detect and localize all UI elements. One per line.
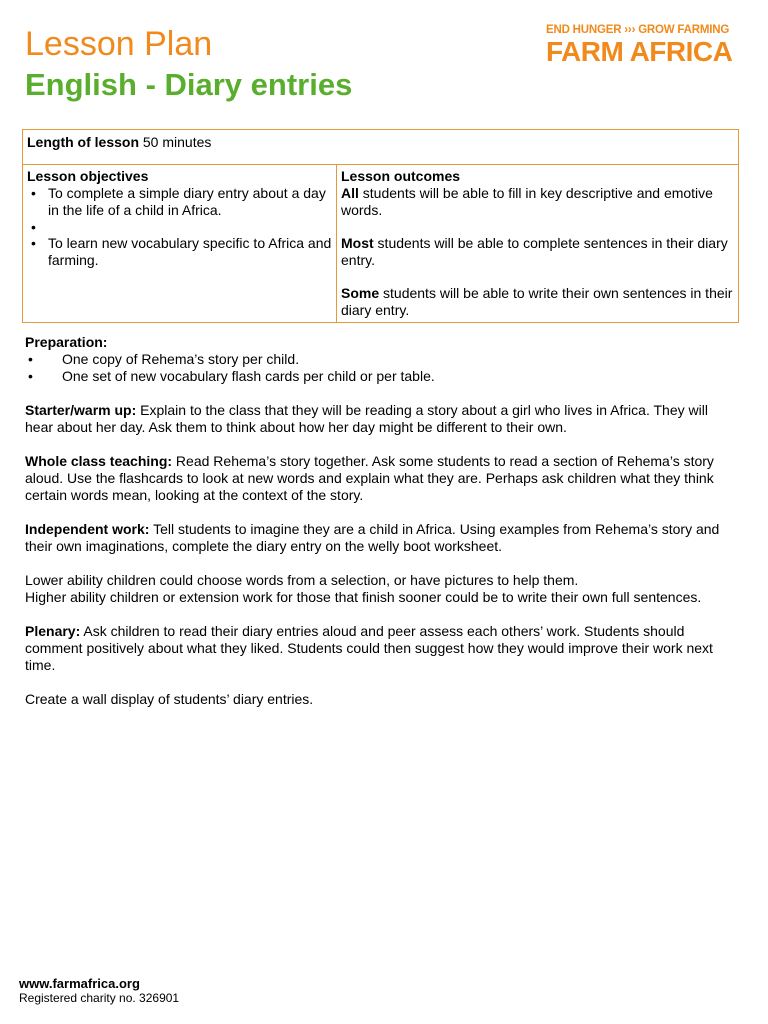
preparation-heading: Preparation: [25, 334, 108, 350]
outcome-lead: Most [341, 235, 374, 251]
footer-url[interactable]: www.farmafrica.org [19, 976, 140, 991]
whole-class-paragraph [25, 453, 725, 504]
outcomes-header: Lesson outcomes [341, 168, 461, 184]
logo-brand: FARM AFRICA [546, 36, 733, 67]
outcome-lead: Some [341, 285, 380, 301]
objective-spacer [27, 219, 332, 235]
higher-ability-text: Higher ability children or extension work for those that finish sooner could be to write their own full sentences. [25, 589, 702, 605]
whole-class-heading: Whole class teaching: [25, 453, 173, 469]
plenary-text: Ask children to read their diary entries aloud and peer assess each others’ work. Students should comment positively about what they liked. Students could then suggest how they would improve their work next time. [25, 623, 713, 673]
lower-ability-text: Lower ability children could choose words from a selection, or have pictures to help them. [25, 572, 579, 588]
objective-item: • To complete a simple diary entry about a day in the life of a child in Africa. [27, 185, 332, 219]
preparation-item: • One set of new vocabulary flash cards per child or per table. [25, 368, 725, 385]
outcome-spacer [341, 269, 734, 285]
ability-paragraph [25, 572, 725, 606]
objectives-list [27, 185, 332, 269]
starter-paragraph [25, 402, 725, 436]
preparation-list [25, 351, 725, 385]
outcome-item [341, 185, 734, 219]
lesson-content [25, 334, 725, 725]
preparation-item: • One copy of Rehema’s story per child. [25, 351, 725, 368]
plenary-heading: Plenary: [25, 623, 81, 639]
page-title: Lesson Plan [25, 25, 213, 63]
outcome-text: students will be able to write their own sentences in their diary entry. [341, 285, 733, 318]
objectives-header: Lesson objectives [27, 168, 149, 184]
whole-class-text: Read Rehema’s story together. Ask some students to read a section of Rehema’s story aloud. Use the flashcards to look at new words and explain what they are. Perhaps ask children what they think certain words mean, looking at the context of the story. [25, 453, 714, 503]
independent-text: Tell students to imagine they are a child in Africa. Using examples from Rehema’s story and their own imaginations, complete the diary entry on the welly boot worksheet. [25, 521, 720, 554]
outcome-lead: All [341, 185, 359, 201]
independent-paragraph [25, 521, 725, 555]
length-label: Length of lesson [27, 134, 139, 150]
starter-heading: Starter/warm up: [25, 402, 137, 418]
length-row [23, 130, 739, 165]
independent-heading: Independent work: [25, 521, 150, 537]
length-cell [23, 130, 739, 165]
outcome-spacer [341, 219, 734, 235]
plenary-paragraph [25, 623, 725, 674]
outcome-item [341, 285, 734, 319]
farm-africa-logo [546, 24, 742, 67]
outcomes-cell [337, 165, 739, 323]
page-subtitle: English - Diary entries [25, 67, 353, 102]
logo-tagline: END HUNGER ››› GROW FARMING [546, 24, 730, 36]
footer [19, 976, 179, 1006]
length-value: 50 minutes [142, 134, 212, 150]
outcome-item [341, 235, 734, 269]
footer-charity: Registered charity no. 326901 [19, 991, 180, 1005]
outcome-text: students will be able to fill in key descriptive and emotive words. [341, 185, 713, 218]
closing-paragraph: Create a wall display of students’ diary entries. [25, 691, 314, 707]
objective-item: • To learn new vocabulary specific to Africa and farming. [27, 235, 332, 269]
outcome-text: students will be able to complete sentences in their diary entry. [341, 235, 728, 268]
lesson-table [22, 129, 739, 323]
objectives-outcomes-row [23, 165, 739, 323]
objectives-cell [23, 165, 337, 323]
starter-text: Explain to the class that they will be reading a story about a girl who lives in Africa. They will hear about her day. Ask them to think about how her day might be different to their own. [25, 402, 708, 435]
